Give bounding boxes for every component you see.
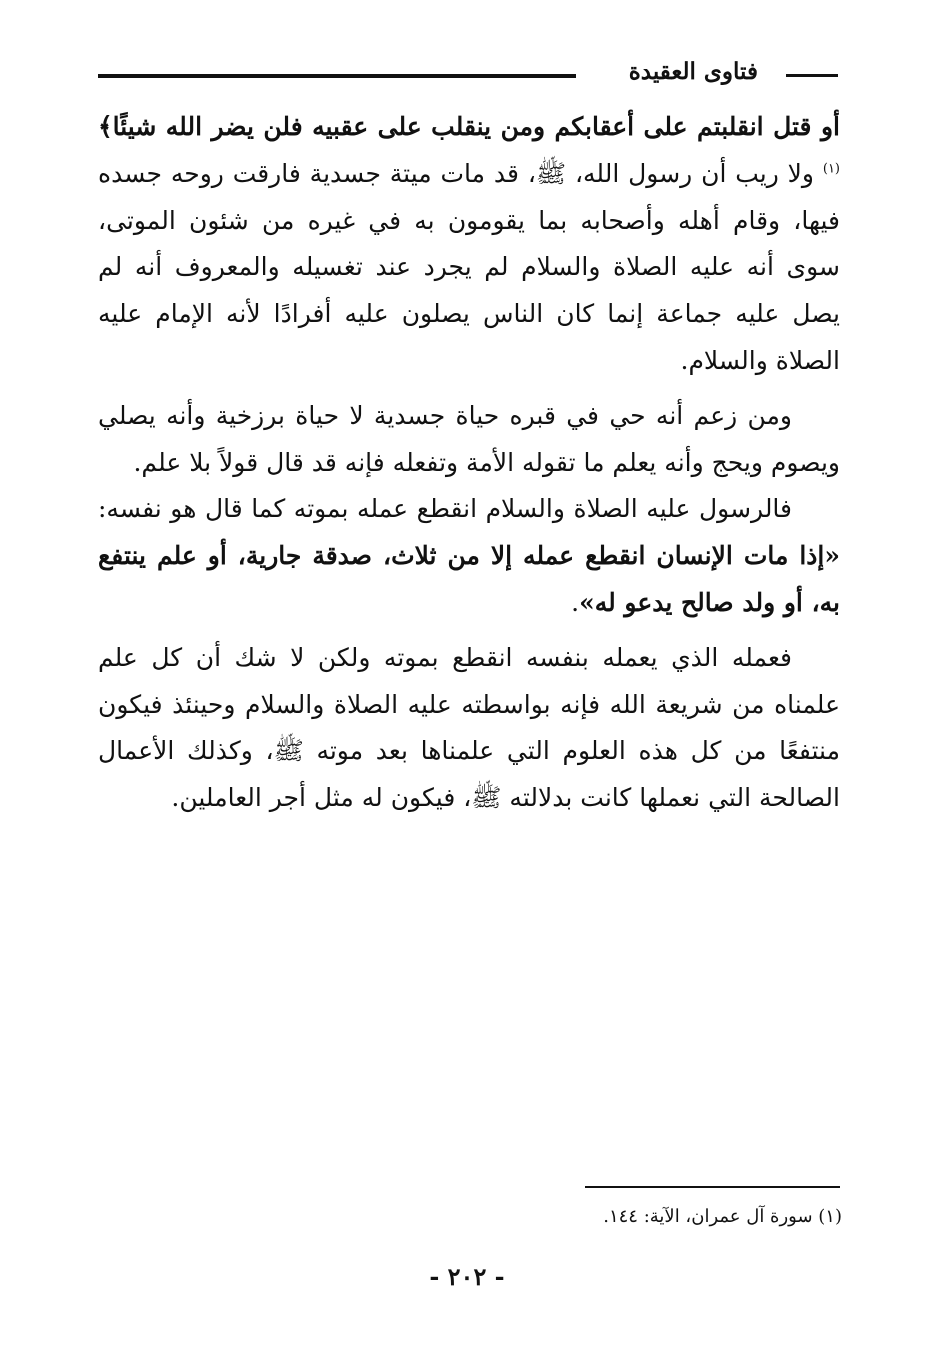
paragraph-1-text: ولا ريب أن رسول الله، ﷺ، قد مات ميتة جسدية فارقت روحه جسده فيها، وقام أهله وأصحابه بما يقومون به في غيره من شئون الموتى، سوى أنه عليه الصلاة والسلام لم يجرد عند تغسيله والمعروف أنه لم يصل عليه جماعة إنما كان الناس يصلون عليه أفرادًا لأنه الإمام عليه الصلاة والسلام. <box>98 158 840 375</box>
paragraph-3 <box>98 486 840 626</box>
hadith-quote: «إذا مات الإنسان انقطع عمله إلا من ثلاث، صدقة جارية، أو علم ينتفع به، أو ولد صالح يدعو له» <box>98 541 840 617</box>
running-header <box>98 52 838 92</box>
footnote-separator <box>585 1186 840 1188</box>
paragraph-4-text: فعمله الذي يعمله بنفسه انقطع بموته ولكن لا شك أن كل علم علمناه من شريعة الله فإنه بواسطته عليه الصلاة والسلام وحينئذ فيكون منتفعًا من كل هذه العلوم التي علمناها بعد موته ﷺ، وكذلك الأعمال الصالحة التي نعملها كانت بدلالته ﷺ، فيكون له مثل أجر العاملين. <box>98 642 840 813</box>
paragraph-3-end: . <box>571 587 580 617</box>
page-number: - ٢٠٢ - <box>429 1262 505 1291</box>
header-rule-right <box>786 74 838 77</box>
paragraph-3-text: فالرسول عليه الصلاة والسلام انقطع عمله بموته كما قال هو نفسه: <box>98 494 792 524</box>
paragraph-2-text: ومن زعم أنه حي في قبره حياة جسدية لا حياة برزخية وأنه يصلي ويصوم ويحج وأنه يعلم ما تقوله الأمة وتفعله فإنه قد قال قولاً بلا علم. <box>98 400 840 477</box>
paragraph-1 <box>98 104 840 385</box>
main-text <box>98 104 840 822</box>
paragraph-2 <box>98 393 840 487</box>
footnote: (١) سورة آل عمران، الآية: ١٤٤. <box>603 1206 842 1227</box>
book-title: فتاوى العقيدة <box>628 58 758 85</box>
footnote-reference: (١) <box>822 161 840 177</box>
paragraph-4 <box>98 635 840 822</box>
header-rule-left <box>98 74 576 78</box>
quran-verse-ending: أو قتل انقلبتم على أعقابكم ومن ينقلب على عقبيه فلن يضر الله شيئًا﴾ <box>98 112 840 141</box>
